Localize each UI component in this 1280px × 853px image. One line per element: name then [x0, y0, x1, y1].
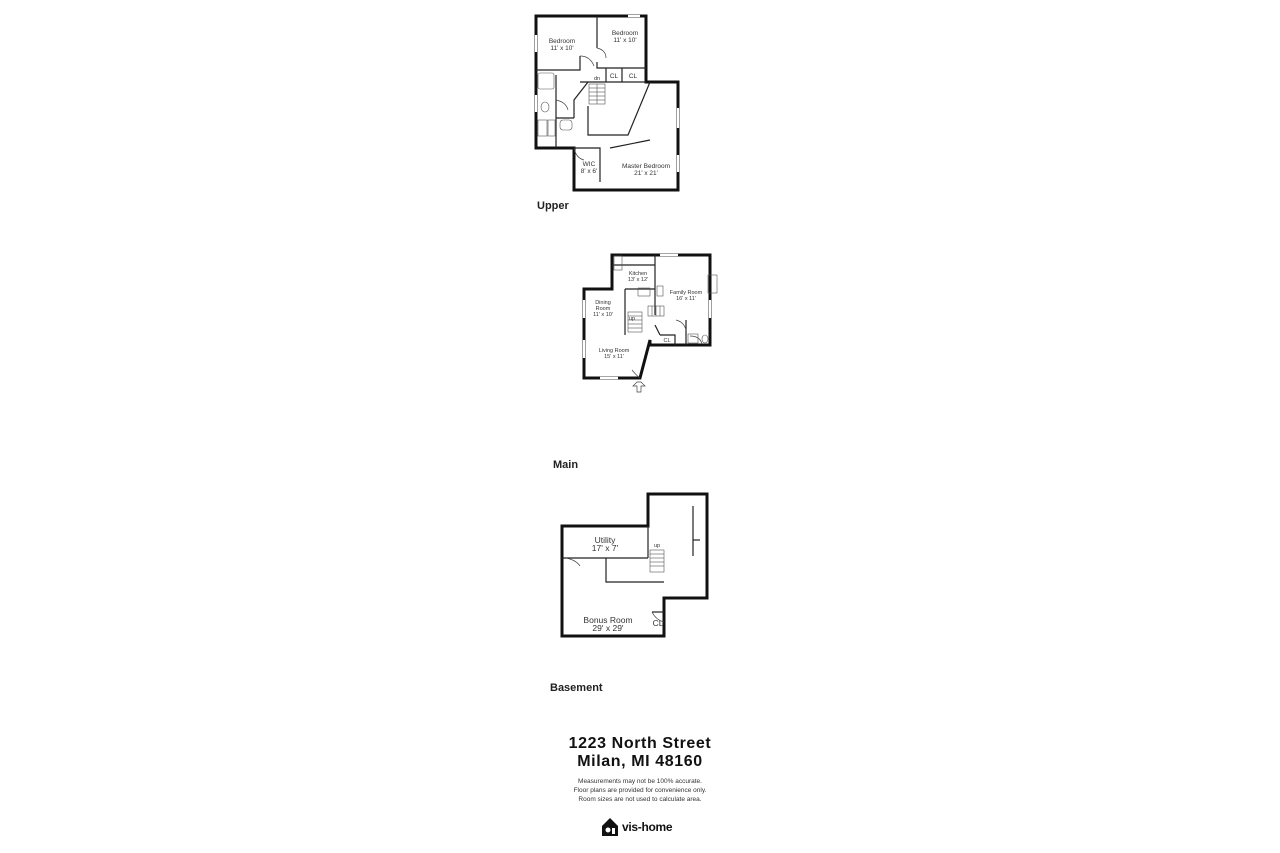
basement-floor-plan	[550, 494, 707, 694]
upper-bedroom-2-name: Bedroom	[611, 30, 639, 37]
main-floor-plan	[553, 255, 717, 471]
utility-name: Utility	[594, 535, 616, 545]
living-room-name: Living Room	[598, 348, 630, 354]
brand-name: vis-home	[622, 820, 673, 834]
upper-wic-size: 8' x 6'	[580, 168, 598, 175]
upper-level-label: Upper	[537, 200, 569, 212]
main-closet: CL	[663, 338, 671, 344]
upper-stair-label: dn	[593, 76, 601, 82]
basement-stairs	[650, 543, 664, 572]
upper-stairs	[589, 76, 605, 104]
family-room-name: Family Room	[669, 290, 703, 296]
upper-bedroom-1-size: 11' x 10'	[550, 45, 574, 52]
main-level-label: Main	[553, 459, 579, 471]
upper-wic-name: WIC	[582, 161, 596, 168]
upper-floor-plan	[536, 16, 678, 212]
disclaimer-line-1: Measurements may not be 100% accurate.	[578, 778, 702, 785]
house-logo-icon	[601, 817, 619, 837]
entry-arrow	[633, 382, 645, 392]
main-stair-label: up	[628, 316, 636, 322]
upper-bedroom-2-size: 11' x 10'	[613, 37, 637, 44]
basement-closet: CL	[652, 618, 664, 628]
upper-master-name: Master Bedroom	[621, 163, 671, 170]
address-line-2: Milan, MI 48160	[577, 753, 703, 770]
dining-room-name-1: Dining	[595, 300, 611, 306]
main-stairs	[628, 306, 664, 332]
address-line-1: 1223 North Street	[568, 735, 712, 752]
dining-room-size: 11' x 10'	[593, 312, 613, 318]
dining-room-name-2: Room	[595, 306, 611, 312]
kitchen-name: Kitchen	[628, 271, 648, 277]
bonus-room-size: 29' x 29'	[592, 623, 624, 633]
upper-closet-1: CL	[609, 73, 619, 80]
utility-size: 17' x 7'	[591, 543, 619, 553]
living-room-size: 15' x 11'	[604, 354, 624, 360]
disclaimer	[0, 777, 1280, 804]
upper-closet-2: CL	[628, 73, 638, 80]
upper-master-size: 21' x 21'	[634, 170, 658, 177]
family-room-size: 16' x 11'	[676, 296, 696, 302]
basement-stair-label: up	[653, 543, 661, 549]
disclaimer-line-3: Room sizes are not used to calculate area.	[578, 796, 702, 803]
disclaimer-line-2: Floor plans are provided for convenience only.	[573, 787, 707, 794]
kitchen-size: 13' x 12'	[627, 277, 649, 283]
property-address	[0, 735, 1280, 771]
brand-logo	[601, 817, 672, 837]
bonus-room-name: Bonus Room	[583, 615, 633, 625]
upper-bedroom-1-name: Bedroom	[548, 38, 576, 45]
basement-level-label: Basement	[550, 682, 603, 694]
